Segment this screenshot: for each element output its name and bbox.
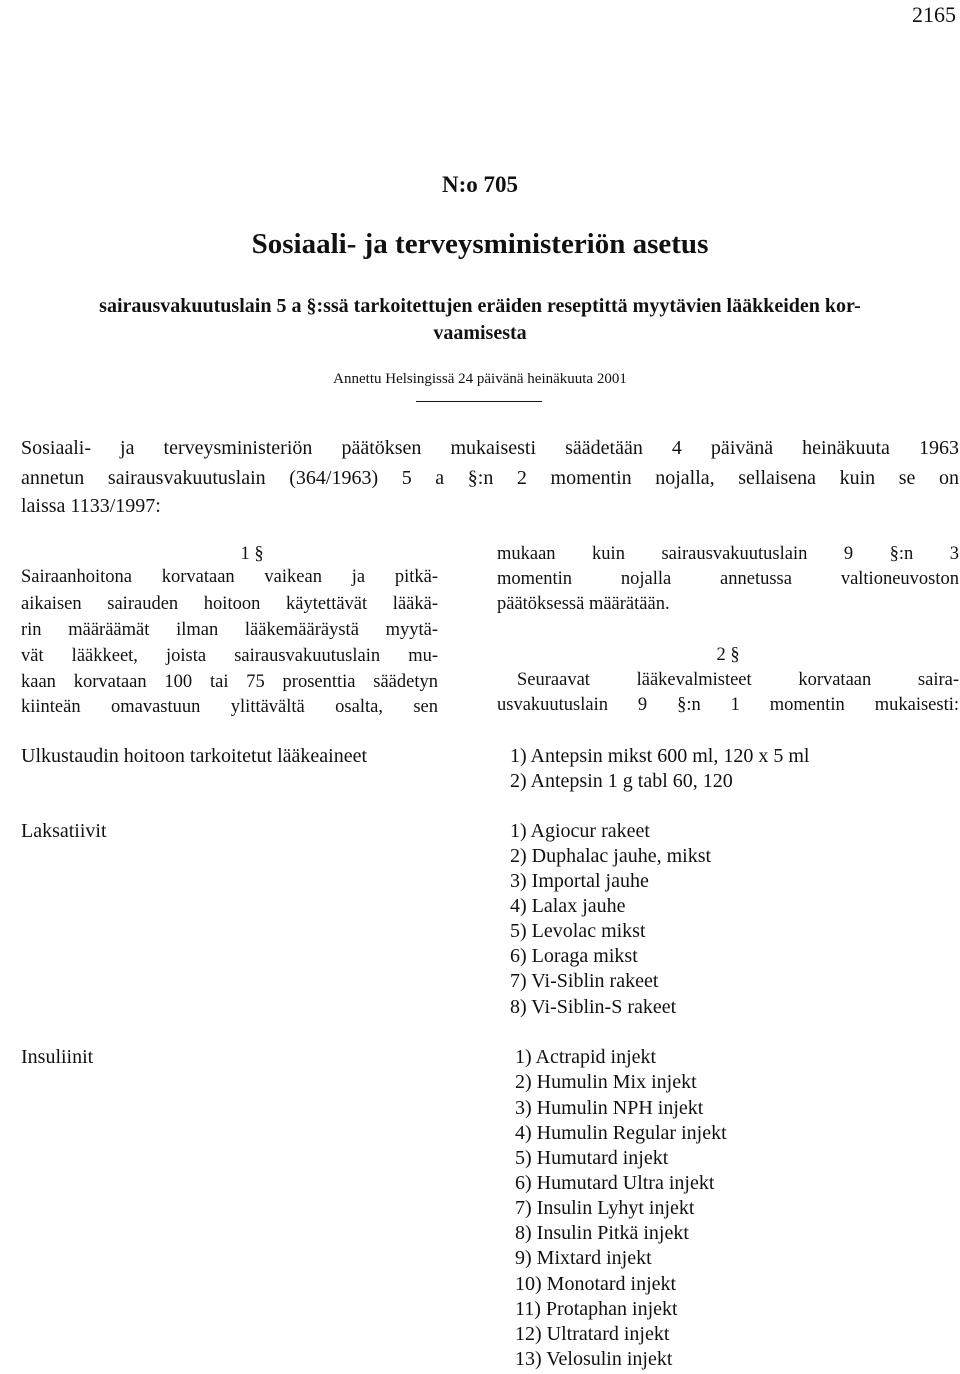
section-2-line: usvakuutuslain 9 §:n 1 momentin mukaisesti: bbox=[497, 695, 959, 715]
subtitle-line-2: vaamisesta bbox=[433, 322, 527, 344]
section-1-line: Sairaanhoitona korvataan vaikean ja pitkä- bbox=[21, 567, 438, 587]
list-item: 5) Levolac mikst bbox=[510, 920, 646, 942]
list-item: 9) Mixtard injekt bbox=[515, 1247, 652, 1269]
section-1-continuation: päätöksessä määrätään. bbox=[497, 594, 670, 614]
document-number: N:o 705 bbox=[441, 172, 519, 197]
subtitle-line-1: sairausvakuutuslain 5 a §:ssä tarkoitettujen eräiden reseptittä myytävien lääkkeiden kor- bbox=[99, 295, 861, 317]
divider bbox=[416, 401, 542, 402]
list-item: 8) Vi-Siblin-S rakeet bbox=[510, 996, 677, 1018]
category-name: Ulkustaudin hoitoon tarkoitetut lääkeaineet bbox=[21, 745, 368, 767]
list-item: 2) Humulin Mix injekt bbox=[515, 1071, 697, 1093]
list-item: 4) Humulin Regular injekt bbox=[515, 1122, 727, 1144]
list-item: 5) Humutard injekt bbox=[515, 1147, 669, 1169]
list-item: 3) Humulin NPH injekt bbox=[515, 1097, 704, 1119]
section-1-heading: 1 § bbox=[240, 544, 264, 564]
section-1-continuation: mukaan kuin sairausvakuutuslain 9 §:n 3 bbox=[497, 544, 959, 564]
intro-line-1: Sosiaali- ja terveysministeriön päätöksen mukaisesti säädetään 4 päivänä heinäkuuta 1963 bbox=[21, 437, 959, 459]
section-1-line: vät lääkkeet, joista sairausvakuutuslain mu- bbox=[21, 646, 438, 666]
list-item: 11) Protaphan injekt bbox=[515, 1298, 678, 1320]
section-1-line: kiinteän omavastuun ylittävältä osalta, sen bbox=[21, 697, 438, 717]
category-name: Insuliinit bbox=[21, 1046, 94, 1068]
page-number: 2165 bbox=[912, 2, 956, 27]
section-1-continuation: momentin nojalla annetussa valtioneuvoston bbox=[497, 569, 959, 589]
list-item: 8) Insulin Pitkä injekt bbox=[515, 1222, 689, 1244]
list-item: 6) Loraga mikst bbox=[510, 945, 638, 967]
section-2-line: Seuraavat lääkevalmisteet korvataan saira- bbox=[517, 670, 959, 690]
section-2-heading: 2 § bbox=[716, 645, 740, 665]
list-item: 10) Monotard injekt bbox=[515, 1273, 677, 1295]
list-item: 1) Agiocur rakeet bbox=[510, 820, 650, 842]
list-item: 12) Ultratard injekt bbox=[515, 1323, 670, 1345]
list-item: 7) Insulin Lyhyt injekt bbox=[515, 1197, 695, 1219]
list-item: 1) Actrapid injekt bbox=[515, 1046, 657, 1068]
list-item: 13) Velosulin injekt bbox=[515, 1348, 673, 1370]
category-name: Laksatiivit bbox=[21, 820, 107, 842]
list-item: 2) Antepsin 1 g tabl 60, 120 bbox=[510, 770, 733, 792]
page-title: Sosiaali- ja terveysministeriön asetus bbox=[251, 228, 709, 260]
section-1-line: rin määräämät ilman lääkemääräystä myytä- bbox=[21, 620, 438, 640]
section-1-line: kaan korvataan 100 tai 75 prosenttia säädetyn bbox=[21, 672, 438, 692]
list-item: 3) Importal jauhe bbox=[510, 870, 649, 892]
list-item: 1) Antepsin mikst 600 ml, 120 x 5 ml bbox=[510, 745, 810, 767]
section-1-line: aikaisen sairauden hoitoon käytettävät lääkä- bbox=[21, 594, 438, 614]
list-item: 7) Vi-Siblin rakeet bbox=[510, 970, 659, 992]
list-item: 4) Lalax jauhe bbox=[510, 895, 626, 917]
given-date: Annettu Helsingissä 24 päivänä heinäkuuta 2001 bbox=[333, 371, 627, 387]
intro-line-3: laissa 1133/1997: bbox=[21, 495, 161, 517]
list-item: 2) Duphalac jauhe, mikst bbox=[510, 845, 712, 867]
list-item: 6) Humutard Ultra injekt bbox=[515, 1172, 715, 1194]
intro-line-2: annetun sairausvakuutuslain (364/1963) 5 a §:n 2 momentin nojalla, sellaisena kuin se on bbox=[21, 467, 959, 489]
